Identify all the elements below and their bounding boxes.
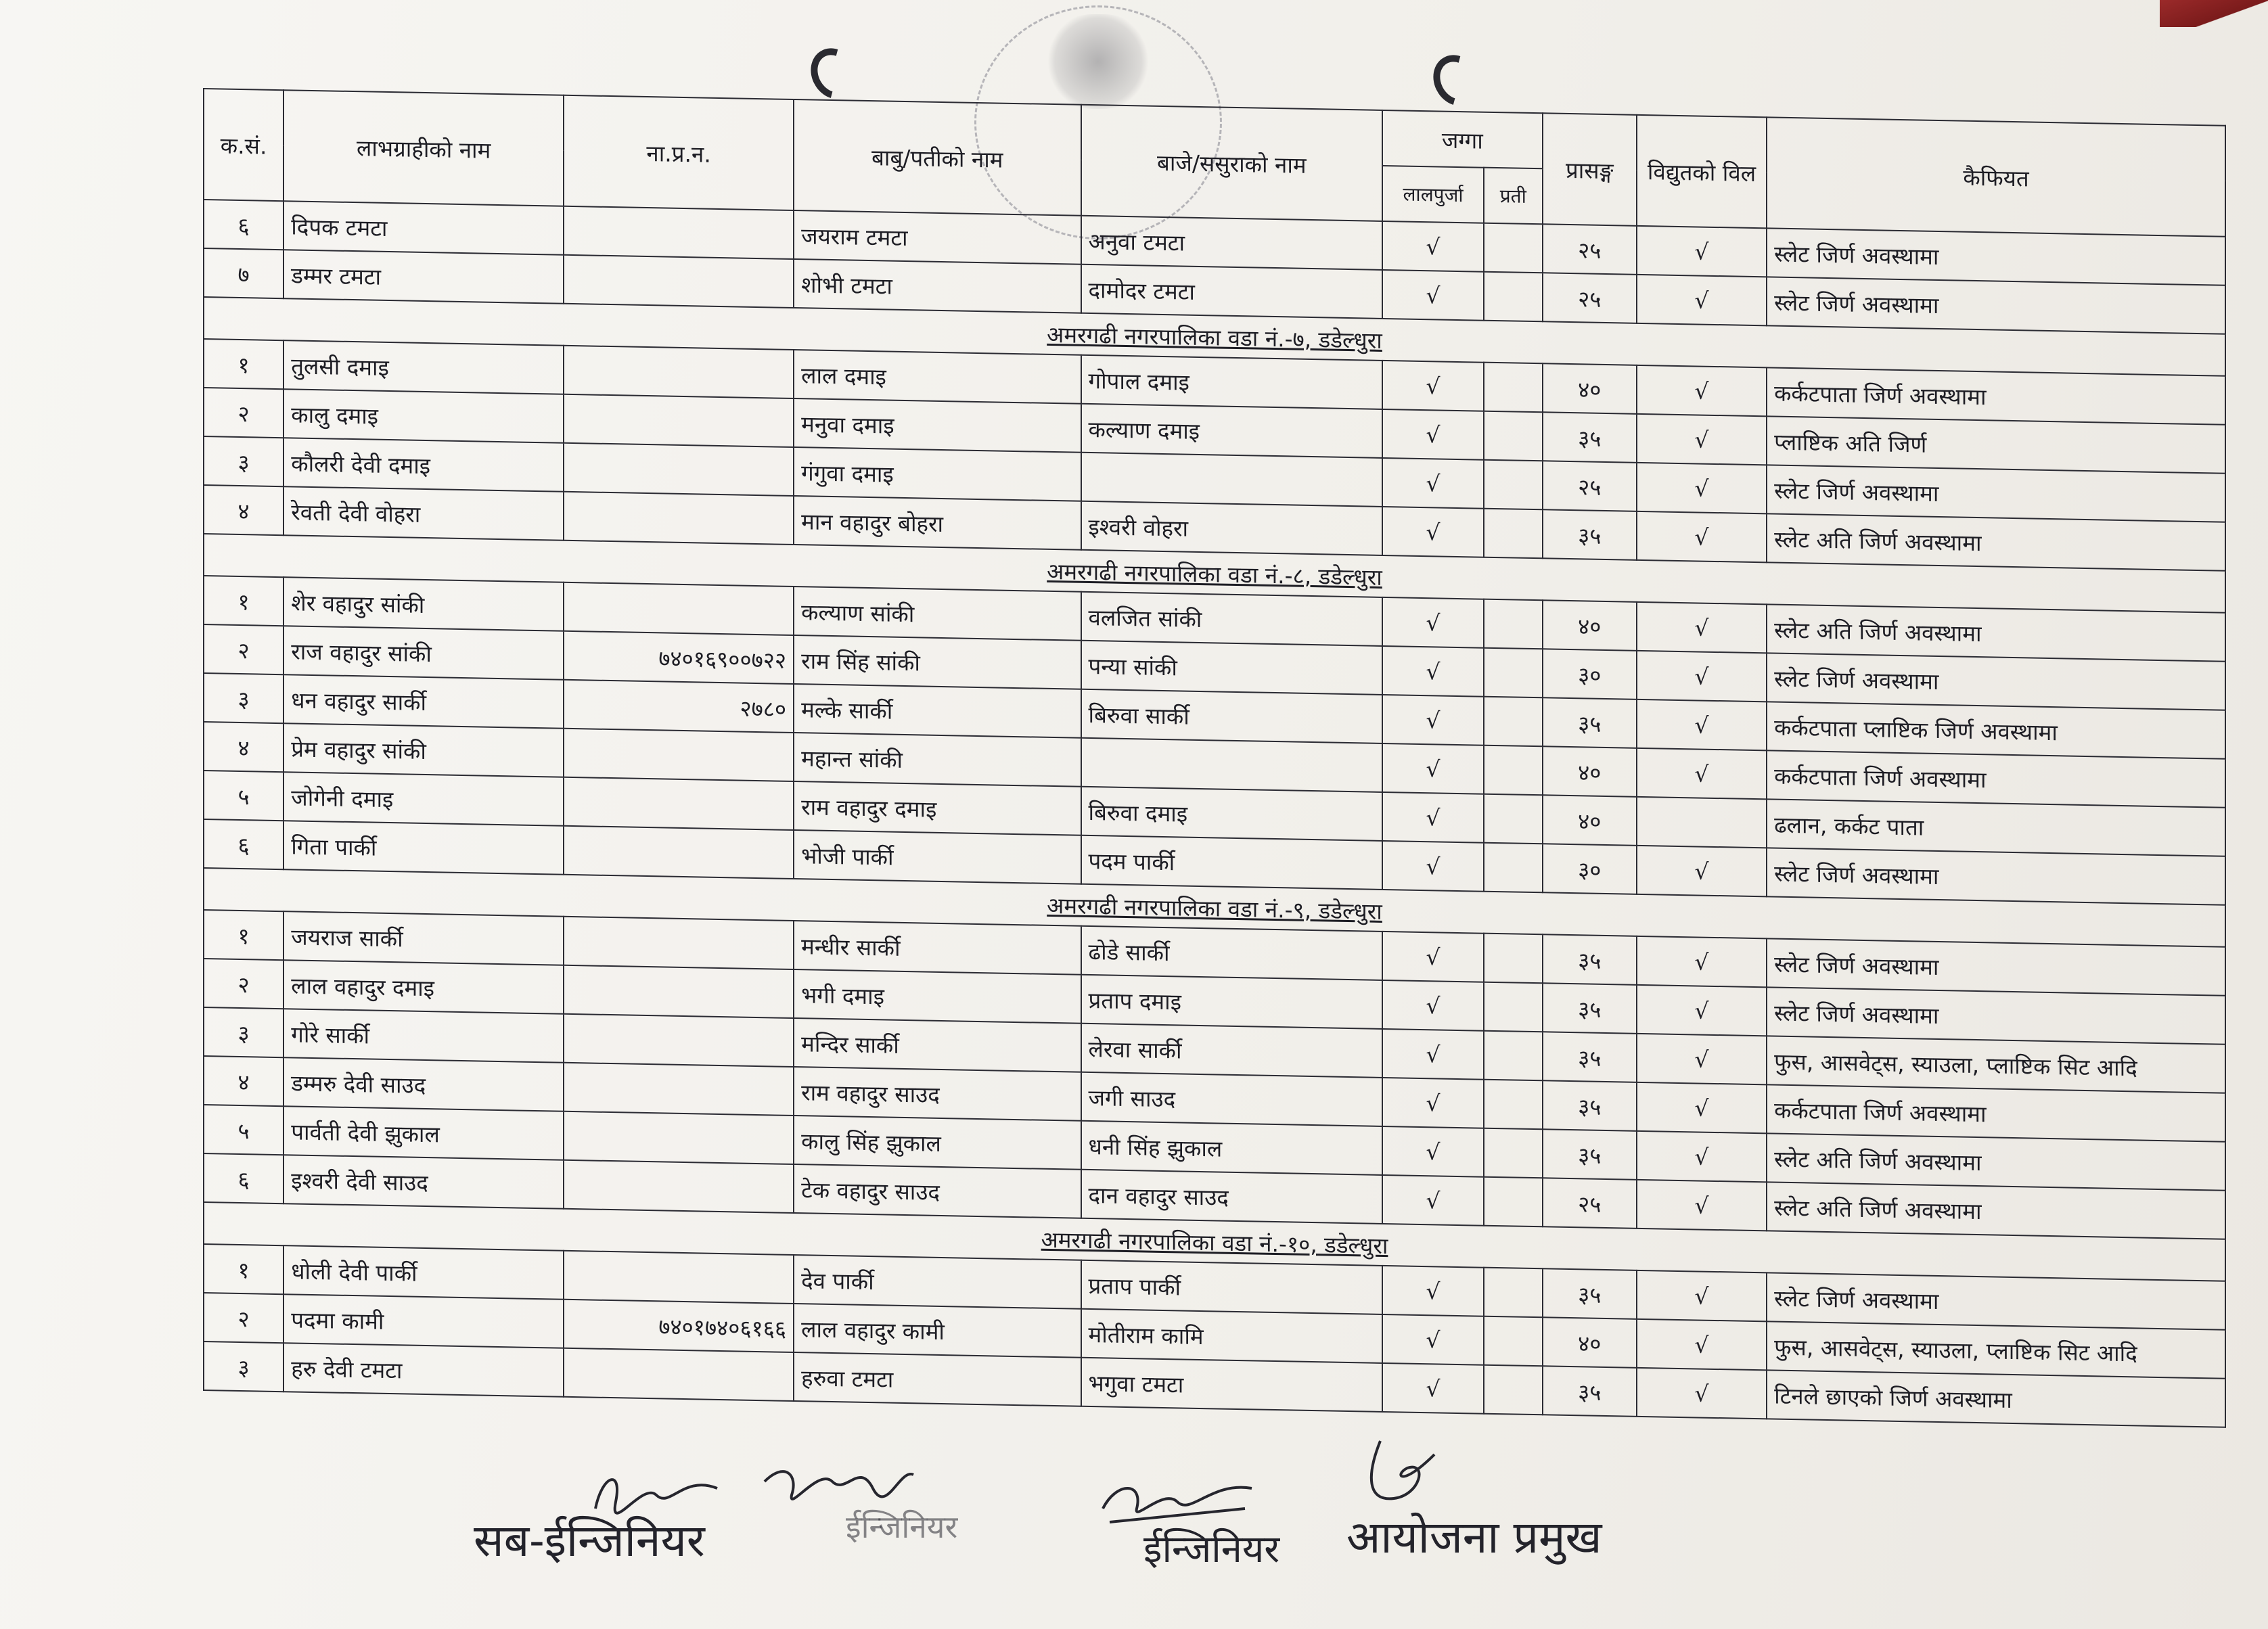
engineer-signature xyxy=(1096,1468,1258,1529)
cell-grandfather: गोपाल दमाइ xyxy=(1081,355,1383,409)
cell-lalpurja: √ xyxy=(1382,458,1484,509)
cell-remarks: फुस, आसवेट्स, स्याउला, प्लाष्टिक सिट आदि xyxy=(1767,1321,2225,1378)
background-corner xyxy=(2160,0,2268,27)
cell-name: जोगेनी दमाइ xyxy=(284,772,564,826)
cell-prati xyxy=(1484,509,1543,559)
cell-grandfather: धनी सिंह झुकाल xyxy=(1081,1121,1383,1175)
cell-citizenship xyxy=(564,1111,794,1164)
section-title: अमरगढी नगरपालिका वडा नं.-८, डडेल्धुरा xyxy=(1047,557,1382,591)
cell-sn: ३ xyxy=(204,436,284,486)
cell-prati xyxy=(1484,1080,1543,1130)
cell-lalpurja: √ xyxy=(1382,507,1484,557)
section-title: अमरगढी नगरपालिका वडा नं.-९, डडेल्धुरा xyxy=(1047,892,1382,925)
cell-citizenship: ७४०१७४०६१६६ xyxy=(564,1300,794,1352)
cell-sn: ३ xyxy=(204,673,284,723)
cell-prati xyxy=(1484,599,1543,649)
project-head-signature xyxy=(1353,1434,1441,1509)
cell-lalpurja: √ xyxy=(1382,695,1484,745)
cell-father: भगी दमाइ xyxy=(794,969,1081,1024)
header-land: जग्गा xyxy=(1382,110,1542,168)
cell-lalpurja: √ xyxy=(1382,597,1484,648)
cell-grandfather xyxy=(1081,738,1383,792)
cell-citizenship xyxy=(564,394,794,447)
cell-father: लाल दमाइ xyxy=(794,350,1081,404)
cell-father: मान वहादुर बोहरा xyxy=(794,496,1081,550)
cell-prati xyxy=(1484,843,1543,893)
cell-name: पार्वती देवी झुकाल xyxy=(284,1106,564,1160)
cell-name: शेर वहादुर सांकी xyxy=(284,577,564,631)
cell-electricity: √ xyxy=(1637,275,1767,326)
cell-prasang: ३० xyxy=(1543,649,1637,699)
header-prasang: प्रासङ्ग xyxy=(1543,113,1637,226)
cell-electricity: √ xyxy=(1637,511,1767,563)
cell-sn: ६ xyxy=(204,819,284,869)
cell-sn: ३ xyxy=(204,1341,284,1392)
cell-electricity: √ xyxy=(1637,1034,1767,1085)
cell-father: मन्दिर सार्की xyxy=(794,1018,1081,1072)
header-grandfather: बाजे/ससुराको नाम xyxy=(1081,105,1383,221)
cell-father: शोभी टमटा xyxy=(794,259,1081,313)
cell-sn: १ xyxy=(204,339,284,389)
cell-grandfather: कल्याण दमाइ xyxy=(1081,404,1383,458)
cell-prati xyxy=(1484,223,1543,273)
cell-father: भोजी पार्की xyxy=(794,830,1081,884)
cell-electricity: √ xyxy=(1637,1319,1767,1371)
cell-sn: ७ xyxy=(204,248,284,298)
cell-remarks: स्लेट जिर्ण अवस्थामा xyxy=(1767,848,2225,904)
cell-father: कालु सिंह झुकाल xyxy=(794,1116,1081,1170)
cell-prati xyxy=(1484,648,1543,698)
cell-name: गिता पार्की xyxy=(284,821,564,875)
cell-electricity: √ xyxy=(1637,985,1767,1036)
cell-name: डम्मर टमटा xyxy=(284,250,564,304)
header-prati: प्रती xyxy=(1484,168,1543,225)
cell-citizenship xyxy=(564,729,794,781)
cell-prasang: २५ xyxy=(1543,224,1637,275)
cell-electricity: √ xyxy=(1637,463,1767,514)
cell-prati xyxy=(1484,982,1543,1032)
cell-citizenship xyxy=(564,346,794,398)
header-electricity: विद्युतको विल xyxy=(1637,115,1767,229)
cell-citizenship: ७४०१६९००७२२ xyxy=(564,631,794,684)
cell-lalpurja: √ xyxy=(1382,1363,1484,1414)
cell-prati xyxy=(1484,272,1543,322)
cell-sn: २ xyxy=(204,1293,284,1343)
cell-prasang: ३५ xyxy=(1543,697,1637,748)
cell-name: इश्वरी देवी साउद xyxy=(284,1155,564,1209)
cell-electricity: √ xyxy=(1637,365,1767,417)
punch-hole-right-icon xyxy=(1424,47,1489,115)
cell-electricity: √ xyxy=(1637,226,1767,277)
cell-father: मल्के सार्की xyxy=(794,684,1081,738)
cell-prati xyxy=(1484,411,1543,461)
cell-electricity xyxy=(1637,797,1767,848)
cell-lalpurja: √ xyxy=(1382,980,1484,1031)
cell-prati xyxy=(1484,1316,1543,1367)
cell-prati xyxy=(1484,697,1543,747)
cell-father: कल्याण सांकी xyxy=(794,587,1081,641)
cell-sn: ४ xyxy=(204,722,284,772)
cell-electricity: √ xyxy=(1637,936,1767,988)
cell-father: लाल वहादुर कामी xyxy=(794,1304,1081,1358)
cell-remarks: टिनले छाएको जिर्ण अवस्थामा xyxy=(1767,1370,2225,1427)
cell-electricity: √ xyxy=(1637,699,1767,751)
cell-remarks: प्लाष्टिक अति जिर्ण xyxy=(1767,416,2225,473)
cell-name: धन वहादुर सार्की xyxy=(284,674,564,729)
cell-lalpurja: √ xyxy=(1382,646,1484,697)
cell-father: देव पार्की xyxy=(794,1255,1081,1309)
cell-grandfather: भगुवा टमटा xyxy=(1081,1358,1383,1412)
cell-grandfather: पन्या सांकी xyxy=(1081,641,1383,695)
cell-name: रेवती देवी वोहरा xyxy=(284,486,564,541)
cell-grandfather: दान वहादुर साउद xyxy=(1081,1170,1383,1224)
cell-prati xyxy=(1484,934,1543,984)
cell-prasang: ३५ xyxy=(1543,509,1637,560)
cell-prasang: ३५ xyxy=(1543,934,1637,985)
cell-citizenship xyxy=(564,255,794,308)
cell-grandfather: प्रताप दमाइ xyxy=(1081,975,1383,1029)
cell-lalpurja: √ xyxy=(1382,932,1484,982)
table-body xyxy=(204,200,2225,1427)
cell-remarks: कर्कटपाता जिर्ण अवस्थामा xyxy=(1767,367,2225,424)
cell-prasang: ३५ xyxy=(1543,1129,1637,1180)
cell-citizenship xyxy=(564,965,794,1018)
cell-sn: ३ xyxy=(204,1007,284,1057)
cell-father: जयराम टमटा xyxy=(794,210,1081,265)
cell-grandfather: पदम पार्की xyxy=(1081,835,1383,890)
cell-lalpurja: √ xyxy=(1382,270,1484,321)
cell-remarks: स्लेट अति जिर्ण अवस्थामा xyxy=(1767,1182,2225,1239)
cell-prati xyxy=(1484,1031,1543,1081)
cell-prati xyxy=(1484,745,1543,796)
header-name: लाभग्राहीको नाम xyxy=(284,90,564,206)
cell-citizenship xyxy=(564,1063,794,1116)
cell-remarks: स्लेट अति जिर्ण अवस्थामा xyxy=(1767,513,2225,570)
cell-citizenship xyxy=(564,492,794,545)
cell-sn: १ xyxy=(204,576,284,626)
header-father: बाबु/पतीको नाम xyxy=(794,99,1081,216)
cell-prati xyxy=(1484,1177,1543,1227)
cell-name: दिपक टमटा xyxy=(284,201,564,255)
cell-electricity: √ xyxy=(1637,1180,1767,1231)
cell-name: धोली देवी पार्की xyxy=(284,1245,564,1300)
cell-remarks: कर्कटपाता जिर्ण अवस्थामा xyxy=(1767,750,2225,807)
cell-electricity: √ xyxy=(1637,414,1767,465)
cell-remarks: कर्कटपाता प्लाष्टिक जिर्ण अवस्थामा xyxy=(1767,702,2225,758)
cell-grandfather: जगी साउद xyxy=(1081,1072,1383,1126)
cell-citizenship xyxy=(564,917,794,969)
cell-lalpurja: √ xyxy=(1382,743,1484,794)
cell-citizenship xyxy=(564,1014,794,1067)
cell-father: महान्त सांकी xyxy=(794,733,1081,787)
cell-grandfather: वलजित सांकी xyxy=(1081,592,1383,646)
cell-remarks: फुस, आसवेट्स, स्याउला, प्लाष्टिक सिट आदि xyxy=(1767,1036,2225,1093)
cell-name: लाल वहादुर दमाइ xyxy=(284,960,564,1014)
header-lalpurja: लालपुर्जा xyxy=(1382,166,1484,223)
cell-lalpurja: √ xyxy=(1382,841,1484,892)
cell-father: गंगुवा दमाइ xyxy=(794,447,1081,501)
cell-lalpurja: √ xyxy=(1382,792,1484,843)
cell-name: कालु दमाइ xyxy=(284,389,564,443)
cell-remarks: स्लेट अति जिर्ण अवस्थामा xyxy=(1767,1133,2225,1190)
cell-prasang: ४० xyxy=(1543,1317,1637,1368)
cell-grandfather: मोतीराम कामि xyxy=(1081,1309,1383,1363)
cell-remarks: स्लेट जिर्ण अवस्थामा xyxy=(1767,228,2225,285)
cell-remarks: स्लेट जिर्ण अवस्थामा xyxy=(1767,987,2225,1044)
cell-name: डम्मरु देवी साउद xyxy=(284,1057,564,1111)
cell-prasang: ४० xyxy=(1543,363,1637,414)
cell-lalpurja: √ xyxy=(1382,409,1484,460)
cell-name: कौलरी देवी दमाइ xyxy=(284,438,564,492)
cell-prasang: ३५ xyxy=(1543,983,1637,1034)
cell-father: मनुवा दमाइ xyxy=(794,398,1081,453)
cell-prasang: ३० xyxy=(1543,844,1637,894)
cell-remarks: स्लेट अति जिर्ण अवस्थामा xyxy=(1767,604,2225,661)
cell-sn: ५ xyxy=(204,1105,284,1155)
cell-father: राम वहादुर दमाइ xyxy=(794,781,1081,835)
cell-name: जयराज सार्की xyxy=(284,911,564,965)
cell-prati xyxy=(1484,363,1543,413)
cell-name: तुलसी दमाइ xyxy=(284,340,564,394)
cell-prati xyxy=(1484,1128,1543,1178)
cell-electricity: √ xyxy=(1637,602,1767,653)
cell-prati xyxy=(1484,460,1543,510)
cell-electricity: √ xyxy=(1637,1082,1767,1134)
cell-prasang: ३५ xyxy=(1543,412,1637,463)
header-remarks: कैफियत xyxy=(1767,117,2225,236)
cell-citizenship xyxy=(564,826,794,879)
cell-citizenship xyxy=(564,206,794,259)
cell-father: मन्धीर सार्की xyxy=(794,921,1081,975)
cell-lalpurja: √ xyxy=(1382,1175,1484,1226)
cell-name: हरु देवी टमटा xyxy=(284,1343,564,1397)
cell-lalpurja: √ xyxy=(1382,1029,1484,1080)
cell-prasang: ३५ xyxy=(1543,1268,1637,1319)
cell-prasang: ३५ xyxy=(1543,1080,1637,1131)
cell-father: हरुवा टमटा xyxy=(794,1352,1081,1406)
cell-grandfather: बिरुवा दमाइ xyxy=(1081,787,1383,841)
cell-prasang: २५ xyxy=(1543,461,1637,511)
cell-remarks: ढलान, कर्कट पाता xyxy=(1767,799,2225,856)
cell-prasang: ३५ xyxy=(1543,1032,1637,1082)
cell-sn: ५ xyxy=(204,771,284,821)
cell-grandfather: ढोडे सार्की xyxy=(1081,926,1383,980)
cell-electricity: √ xyxy=(1637,748,1767,800)
cell-citizenship xyxy=(564,582,794,635)
cell-sn: ४ xyxy=(204,485,284,535)
cell-lalpurja: √ xyxy=(1382,1078,1484,1128)
cell-electricity: √ xyxy=(1637,1131,1767,1183)
cell-sn: २ xyxy=(204,624,284,674)
cell-prati xyxy=(1484,1268,1543,1318)
cell-citizenship xyxy=(564,777,794,830)
section-title: अमरगढी नगरपालिका वडा नं.-१०, डडेल्धुरा xyxy=(1041,1226,1388,1259)
punch-hole-left-icon xyxy=(802,40,867,108)
cell-prasang: ४० xyxy=(1543,795,1637,846)
cell-sn: २ xyxy=(204,388,284,438)
cell-citizenship xyxy=(564,1251,794,1304)
cell-name: पदमा कामी xyxy=(284,1294,564,1348)
cell-prati xyxy=(1484,1365,1543,1415)
cell-electricity: √ xyxy=(1637,651,1767,702)
cell-grandfather: दामोदर टमटा xyxy=(1081,265,1383,319)
cell-grandfather: प्रताप पार्की xyxy=(1081,1260,1383,1314)
cell-citizenship xyxy=(564,1348,794,1401)
cell-father: टेक वहादुर साउद xyxy=(794,1164,1081,1218)
cell-sn: ६ xyxy=(204,200,284,250)
cell-grandfather: बिरुवा सार्की xyxy=(1081,689,1383,743)
cell-sn: २ xyxy=(204,959,284,1009)
cell-remarks: स्लेट जिर्ण अवस्थामा xyxy=(1767,1272,2225,1329)
cell-lalpurja: √ xyxy=(1382,1314,1484,1365)
cell-citizenship xyxy=(564,1160,794,1213)
beneficiary-table xyxy=(203,88,2226,1428)
cell-grandfather: लेरवा सार्की xyxy=(1081,1024,1383,1078)
cell-prasang: ३५ xyxy=(1543,1366,1637,1417)
cell-electricity: √ xyxy=(1637,1270,1767,1322)
cell-lalpurja: √ xyxy=(1382,361,1484,411)
cell-lalpurja: √ xyxy=(1382,221,1484,272)
cell-sn: १ xyxy=(204,1244,284,1294)
cell-prasang: २५ xyxy=(1543,273,1637,323)
cell-sn: १ xyxy=(204,910,284,960)
cell-name: गोरे सार्की xyxy=(284,1009,564,1063)
cell-grandfather: अनुवा टमटा xyxy=(1081,216,1383,270)
sub-engineer-label: सब-ईन्जिनियर xyxy=(474,1515,705,1567)
cell-prasang: ४० xyxy=(1543,746,1637,797)
cell-grandfather: इश्वरी वोहरा xyxy=(1081,501,1383,555)
cell-sn: ४ xyxy=(204,1056,284,1106)
cell-prati xyxy=(1484,794,1543,844)
cell-name: प्रेम वहादुर सांकी xyxy=(284,723,564,777)
cell-citizenship: २७८० xyxy=(564,680,794,733)
cell-prasang: ४० xyxy=(1543,600,1637,651)
cell-electricity: √ xyxy=(1637,846,1767,897)
header-citizenship: ना.प्र.न. xyxy=(564,95,794,210)
header-sn: क.सं. xyxy=(204,89,284,201)
cell-remarks: कर्कटपाता जिर्ण अवस्थामा xyxy=(1767,1084,2225,1141)
cell-remarks: स्लेट जिर्ण अवस्थामा xyxy=(1767,277,2225,334)
cell-name: राज वहादुर सांकी xyxy=(284,626,564,680)
cell-father: राम सिंह सांकी xyxy=(794,635,1081,689)
cell-lalpurja: √ xyxy=(1382,1126,1484,1177)
engineer-left-label: ईन्जिनियर xyxy=(846,1509,958,1545)
cell-father: राम वहादुर साउद xyxy=(794,1067,1081,1121)
project-head-label: आयोजना प्रमुख xyxy=(1346,1511,1602,1563)
cell-remarks: स्लेट जिर्ण अवस्थामा xyxy=(1767,653,2225,710)
cell-lalpurja: √ xyxy=(1382,1266,1484,1316)
cell-remarks: स्लेट जिर्ण अवस्थामा xyxy=(1767,938,2225,995)
cell-electricity: √ xyxy=(1637,1368,1767,1419)
cell-citizenship xyxy=(564,443,794,496)
cell-remarks: स्लेट जिर्ण अवस्थामा xyxy=(1767,465,2225,522)
engineer-label: ईन्जिनियर xyxy=(1143,1528,1280,1571)
cell-prasang: २५ xyxy=(1543,1178,1637,1229)
cell-grandfather xyxy=(1081,453,1383,507)
cell-sn: ६ xyxy=(204,1153,284,1203)
section-title: अमरगढी नगरपालिका वडा नं.-७, डडेल्धुरा xyxy=(1047,321,1382,354)
